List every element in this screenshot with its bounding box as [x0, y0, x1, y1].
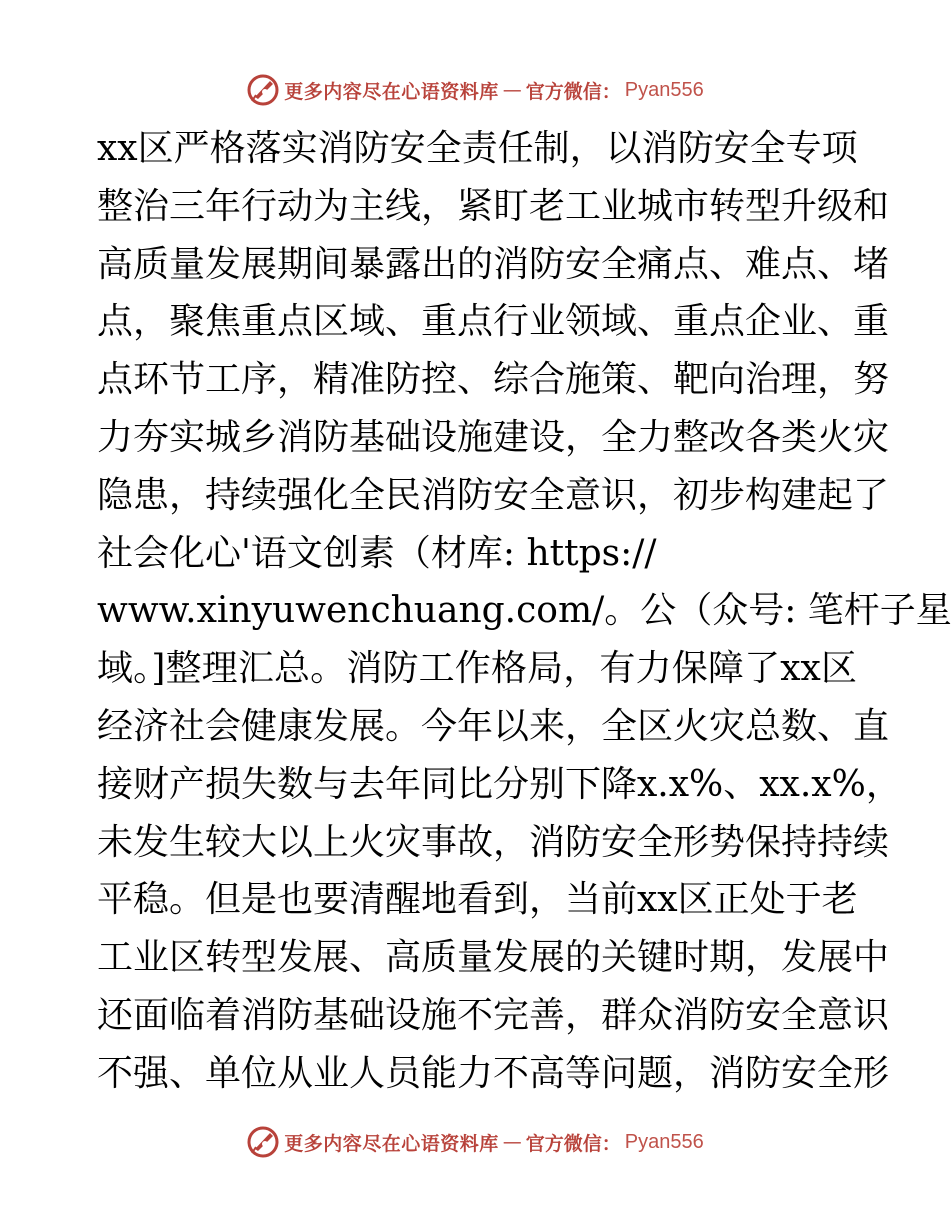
document-body — [97, 120, 952, 1103]
body-line: 工业区转型发展、高质量发展的关键时期，发展中 — [97, 937, 890, 979]
body-line: 高质量发展期间暴露出的消防安全痛点、难点、堵 — [97, 243, 890, 285]
body-line: 力夯实城乡消防基础设施建设，全力整改各类火灾 — [97, 416, 890, 458]
banner-slogan: 更多内容尽在心语资料库 — [284, 1132, 499, 1155]
banner-slogan: 更多内容尽在心语资料库 — [284, 80, 499, 103]
banner-wechat-label: 官方微信： — [525, 1132, 621, 1155]
body-line: 社会化心'语文创素（材库: https:// — [97, 532, 657, 574]
banner-wechat-id: Pyan556 — [624, 1130, 704, 1153]
banner-dash: — — [502, 79, 522, 101]
body-line: 未发生较大以上火灾事故，消防安全形势保持持续 — [97, 821, 890, 863]
banner-dash: — — [502, 1131, 522, 1153]
body-line: 点，聚焦重点区域、重点行业领域、重点企业、重 — [97, 301, 890, 343]
body-line: xx区严格落实消防安全责任制，以消防安全专项 — [97, 128, 858, 169]
quill-pen-logo-icon — [246, 1125, 280, 1159]
banner-wechat-id: Pyan556 — [624, 78, 704, 101]
body-line: 域。]整理汇总。消防工作格局，有力保障了xx区 — [97, 648, 857, 690]
body-line: 点环节工序，精准防控、综合施策、靶向治理，努 — [97, 359, 890, 401]
body-line: 接财产损失数与去年同比分别下降x.x%、xx.x%， — [97, 763, 902, 805]
body-line: 整治三年行动为主线，紧盯老工业城市转型升级和 — [97, 185, 890, 227]
body-line: 隐患，持续强化全民消防安全意识，初步构建起了 — [97, 474, 890, 516]
body-line: 不强、单位从业人员能力不高等问题，消防安全形 — [97, 1052, 890, 1094]
body-line: 平稳。但是也要清醒地看到，当前xx区正处于老 — [97, 879, 858, 921]
footer-banner — [0, 1124, 950, 1160]
header-banner — [0, 72, 950, 108]
quill-pen-logo-icon — [246, 73, 280, 107]
body-line: 还面临着消防基础设施不完善，群众消防安全意识 — [97, 994, 890, 1036]
body-line: www.xinyuwenchuang.com/。公（众号: 笔杆子星 — [97, 590, 952, 632]
body-line: 经济社会健康发展。今年以来，全区火灾总数、直 — [97, 705, 890, 747]
banner-wechat-label: 官方微信： — [525, 80, 621, 103]
